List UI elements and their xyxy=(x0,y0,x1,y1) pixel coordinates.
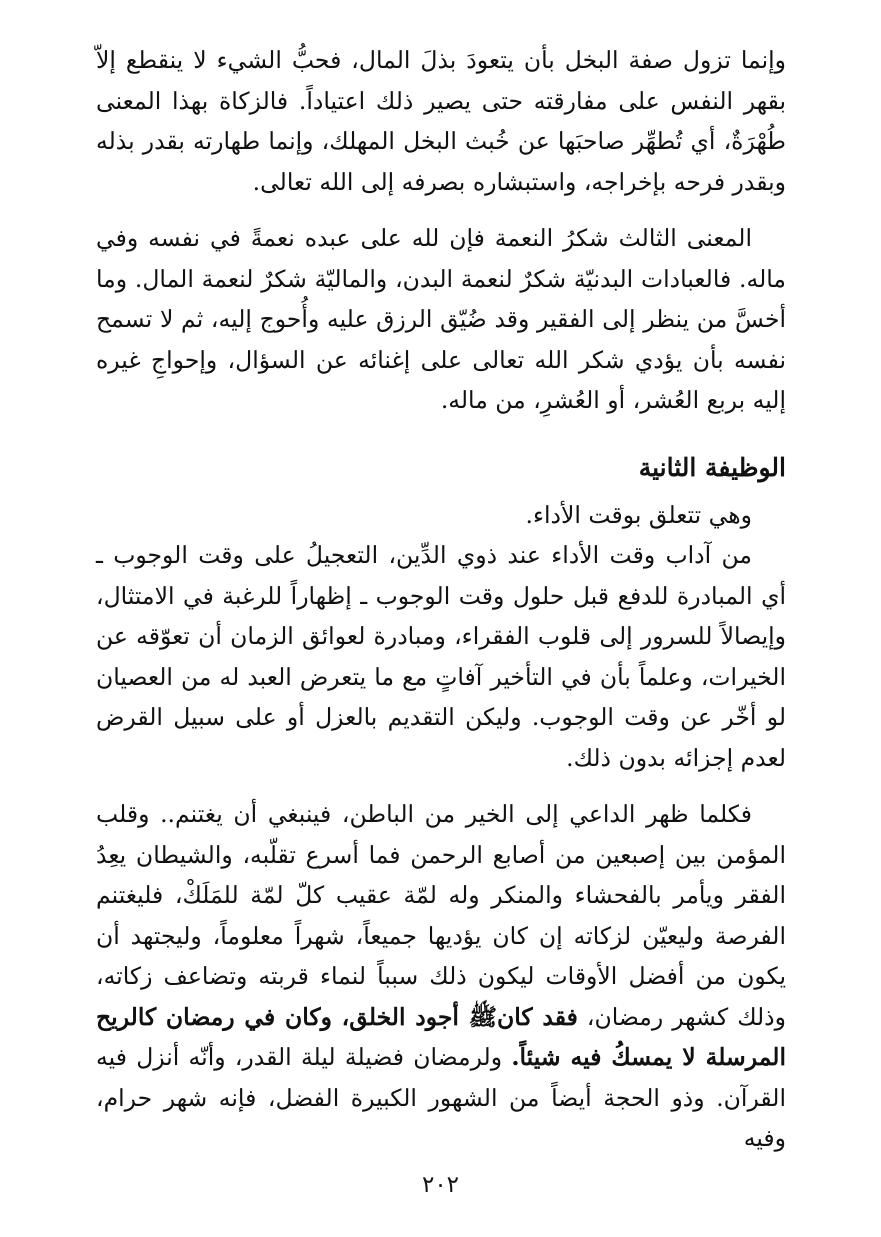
page-number: ٢٠٢ xyxy=(421,1172,460,1198)
page-body xyxy=(96,40,786,1159)
paragraph-ightinam-end: ولرمضان فضيلة ليلة القدر، وأنّه أنزل فيه القرآن. وذو الحجة أيضاً من الشهور الكبيرة الفضل، فإنه شهر حرام، وفيه xyxy=(96,1043,786,1152)
paragraph-adab-waqt: من آداب وقت الأداء عند ذوي الدِّين، التعجيلُ على وقت الوجوب ـ أي المبادرة للدفع قبل حلول وقت الوجوب ـ إظهاراً للرغبة في الامتثال، وإيصالاً للسرور إلى قلوب الفقراء، ومبادرة لعوائق الزمان أن تعوّقه عن الخيرات، وعلماً بأن في التأخير آفاتٍ مع ما يتعرض العبد له من العصيان لو أخّر عن وقت الوجوب. وليكن التقديم بالعزل أو على سبيل القرض لعدم إجزائه بدون ذلك. xyxy=(96,541,786,772)
hadith-bold-text: فقد كانﷺ أجود الخلق، وكان في رمضان كالريح المرسلة لا يمسكُ فيه شيئاً. xyxy=(96,1002,786,1071)
paragraph-waqt-intro: وهي تتعلق بوقت الأداء. xyxy=(525,500,752,529)
paragraph-bukhl: وإنما تزول صفة البخل بأن يتعودَ بذلَ المال، فحبُّ الشيء لا ينقطع إلاّ بقهر النفس على مفارقته حتى يصير ذلك اعتياداً. فالزكاة بهذا المعنى طُهْرَةٌ، أي تُطهِّر صاحبَها عن خُبث البخل المهلك، وإنما طهارته بقدر بذله وبقدر فرحه بإخراجه، واستبشاره بصرفه إلى الله تعالى. xyxy=(96,46,786,196)
paragraph-ightinam-start: فكلما ظهر الداعي إلى الخير من الباطن، فينبغي أن يغتنم.. وقلب المؤمن بين إصبعين من أصابع الرحمن فما أسرع تقلّبه، والشيطان يعِدُ الفقر ويأمر بالفحشاء والمنكر وله لمّة عقيب كلّ لمّة للمَلَكْ، فليغتنم الفرصة وليعيّن لزكاته إن كان يؤديها جميعاً، شهراً معلوماً، وليجتهد أن يكون من أفضل الأوقات ليكون ذلك سبباً لنماء قربته وتضاعف زكاته، وذلك كشهر رمضان، xyxy=(96,800,786,1031)
section-heading: الوظيفة الثانية xyxy=(638,452,786,482)
paragraph-ightinam xyxy=(96,794,786,1159)
paragraph-shukr-nima: المعنى الثالث شكرُ النعمة فإن لله على عبده نعمةً في نفسه وفي ماله. فالعبادات البدنيّة شكرٌ لنعمة البدن، والماليّة شكرٌ لنعمة المال. وما أخسَّ من ينظر إلى الفقير وقد ضُيّق الرزق عليه وأُحوج إليه، ثم لا تسمح نفسه بأن يؤدي شكر الله تعالى على إغنائه عن السؤال، وإحواجِ غيره إليه بربع العُشر، أو العُشرِ، من ماله. xyxy=(96,224,786,414)
